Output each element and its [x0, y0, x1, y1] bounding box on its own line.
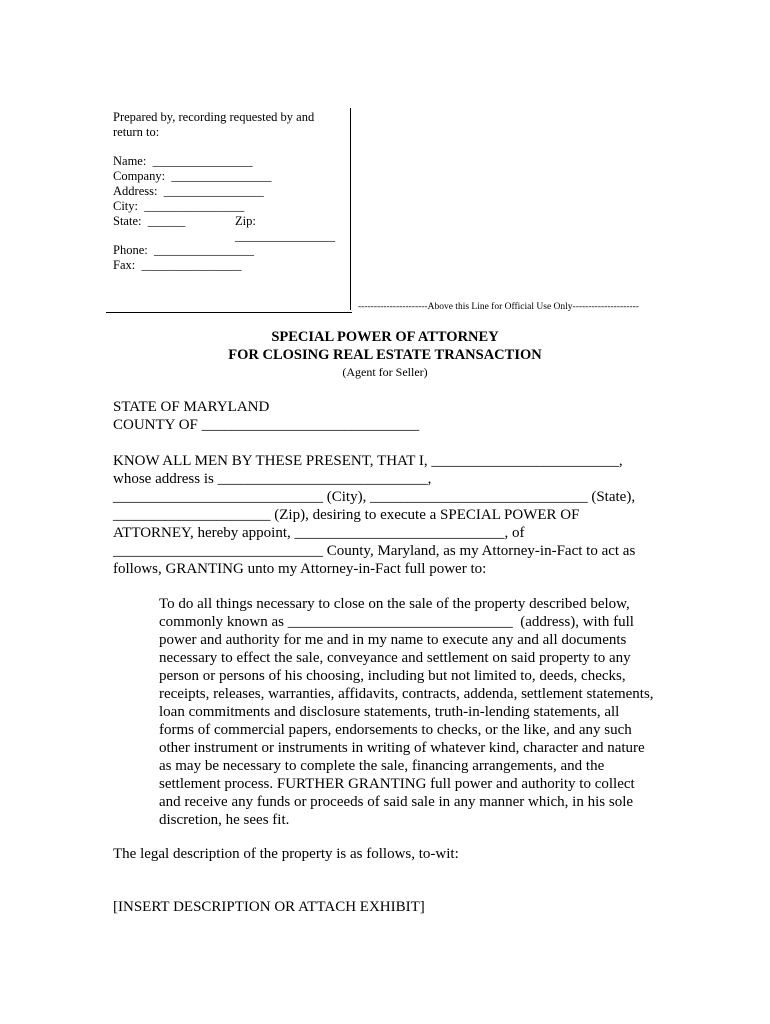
legal-description-line: The legal description of the property is as follows, to-wit:: [113, 846, 459, 862]
powers-line: To do all things necessary to close on the sale of the property described below,: [159, 596, 630, 612]
powers-line[interactable]: commonly known as ______________________________ (address), with full: [159, 614, 634, 630]
city-field[interactable]: City: ________________: [113, 199, 245, 213]
prepared-by-line2: return to:: [113, 125, 160, 139]
recording-box-bottom-line: [106, 312, 352, 313]
document-subtitle: (Agent for Seller): [342, 365, 428, 379]
powers-line: receipts, releases, warranties, affidavits, contracts, addenda, settlement statements,: [159, 686, 654, 702]
prepared-by-line1: Prepared by, recording requested by and: [113, 110, 315, 124]
intro-line: follows, GRANTING unto my Attorney-in-Fact full power to:: [113, 561, 487, 577]
intro-line[interactable]: whose address is ____________________________,: [113, 471, 432, 487]
state-field[interactable]: State: ______: [113, 214, 186, 228]
powers-line: necessary to effect the sale, conveyance and settlement on said property to any: [159, 650, 631, 666]
insert-description-placeholder: [INSERT DESCRIPTION OR ATTACH EXHIBIT]: [113, 899, 425, 915]
address-field[interactable]: Address: ________________: [113, 184, 264, 198]
intro-line[interactable]: ATTORNEY, hereby appoint, ____________________________, of: [113, 525, 525, 541]
powers-line: power and authority for me and in my name to execute any and all documents: [159, 632, 627, 648]
zip-label: Zip:: [235, 214, 256, 228]
intro-line[interactable]: _____________________ (Zip), desiring to execute a SPECIAL POWER OF: [113, 507, 580, 523]
county-line[interactable]: COUNTY OF _____________________________: [113, 417, 420, 433]
fax-field[interactable]: Fax: ________________: [113, 258, 242, 272]
company-field[interactable]: Company: ________________: [113, 169, 272, 183]
name-field[interactable]: Name: ________________: [113, 154, 253, 168]
state-line: STATE OF MARYLAND: [113, 399, 270, 415]
recording-box-divider: [350, 108, 351, 310]
official-use-line: ----------------------Above this Line for Official Use Only---------------------: [358, 302, 639, 312]
phone-field[interactable]: Phone: ________________: [113, 243, 254, 257]
intro-line[interactable]: KNOW ALL MEN BY THESE PRESENT, THAT I, _________________________,: [113, 453, 623, 469]
powers-line: person or persons of his choosing, including but not limited to, deeds, checks,: [159, 668, 626, 684]
intro-line[interactable]: ____________________________ County, Maryland, as my Attorney-in-Fact to act as: [113, 543, 636, 559]
document-title-line1: SPECIAL POWER OF ATTORNEY: [271, 329, 499, 345]
powers-line: forms of commercial papers, endorsements to checks, or the like, and any such: [159, 722, 632, 738]
powers-line: other instrument or instruments in writing of whatever kind, character and nature: [159, 740, 645, 756]
powers-line: settlement process. FURTHER GRANTING full power and authority to collect: [159, 776, 635, 792]
zip-field[interactable]: ________________: [235, 229, 335, 243]
powers-line: and receive any funds or proceeds of said sale in any manner which, in his sole: [159, 794, 634, 810]
intro-line[interactable]: ____________________________ (City), _____________________________ (State),: [113, 489, 636, 505]
document-title-line2: FOR CLOSING REAL ESTATE TRANSACTION: [228, 347, 542, 363]
powers-line: discretion, he sees fit.: [159, 812, 290, 828]
powers-line: as may be necessary to complete the sale, financing arrangements, and the: [159, 758, 605, 774]
powers-line: loan commitments and disclosure statements, truth-in-lending statements, all: [159, 704, 620, 720]
